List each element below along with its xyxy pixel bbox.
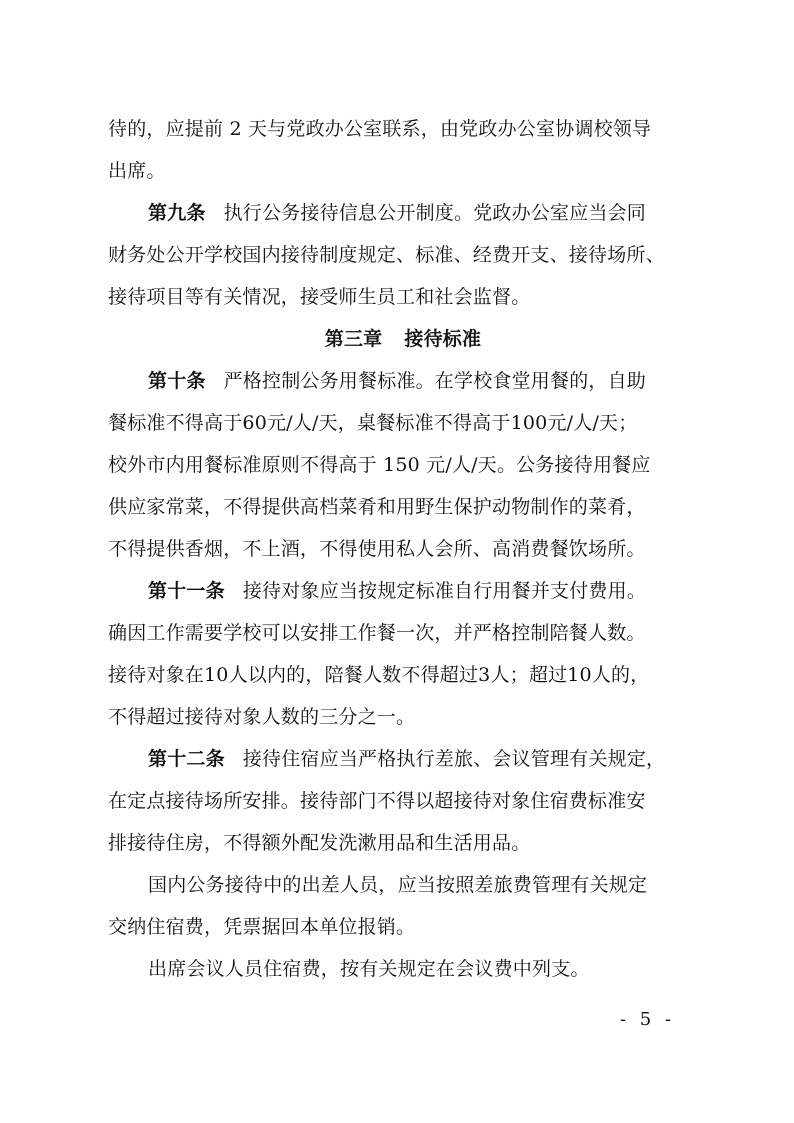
document-page: [108, 108, 698, 990]
text-line: 接待项目等有关情况，接受师生员工和社会监督。: [108, 286, 531, 308]
text-line: 待的，应提前 2 天与党政办公室联系，由党政办公室协调校领导: [108, 118, 652, 140]
article-11-label: 第十一条: [148, 580, 225, 602]
text-line: 不得超过接待对象人数的三分之一。: [108, 706, 416, 728]
text-line: 执行公务接待信息公开制度。党政办公室应当会同: [223, 202, 647, 224]
article-9-label: 第九条: [148, 202, 206, 224]
text-line: 不得提供香烟，不上酒，不得使用私人会所、高消费餐饮场所。: [108, 538, 646, 560]
text-line: 供应家常菜，不得提供高档菜肴和用野生保护动物制作的菜肴，: [108, 496, 646, 518]
chapter-title: 接待标准: [404, 328, 482, 350]
text-line: 出席。: [108, 160, 166, 182]
text-line: 确因工作需要学校可以安排工作餐一次，并严格控制陪餐人数。: [108, 622, 646, 644]
text-line: 在定点接待场所安排。接待部门不得以超接待对象住宿费标准安: [108, 790, 646, 812]
page-number: - 5 -: [620, 1009, 676, 1030]
text-line: 财务处公开学校国内接待制度规定、标准、经费开支、接待场所、: [108, 244, 665, 266]
text-line: 交纳住宿费，凭票据回本单位报销。: [108, 916, 416, 938]
article-10-label: 第十条: [148, 370, 206, 392]
article-12-label: 第十二条: [148, 748, 225, 770]
article-12-first-line: [108, 738, 698, 780]
text-line: 接待住宿应当严格执行差旅、会议管理有关规定，: [242, 748, 666, 770]
text-line: 严格控制公务用餐标准。在学校食堂用餐的，自助: [223, 370, 647, 392]
text-line: 餐标准不得高于60元/人/天，桌餐标准不得高于100元/人/天；: [108, 412, 638, 434]
text-line: 国内公务接待中的出差人员，应当按照差旅费管理有关规定: [148, 874, 648, 896]
text-line: 出席会议人员住宿费，按有关规定在会议费中列支。: [148, 958, 590, 980]
article-10-first-line: [108, 360, 698, 402]
chapter-number: 第三章: [324, 328, 383, 350]
text-line: 接待对象在10人以内的，陪餐人数不得超过3人；超过10人的，: [108, 664, 650, 686]
text-line: 接待对象应当按规定标准自行用餐并支付费用。: [242, 580, 647, 602]
article-9-first-line: [108, 192, 698, 234]
article-11-first-line: [108, 570, 698, 612]
text-line: 排接待住房，不得额外配发洗漱用品和生活用品。: [108, 832, 531, 854]
text-line: 校外市内用餐标准原则不得高于 150 元/人/天。公务接待用餐应: [108, 454, 651, 476]
chapter-heading: [108, 318, 698, 360]
